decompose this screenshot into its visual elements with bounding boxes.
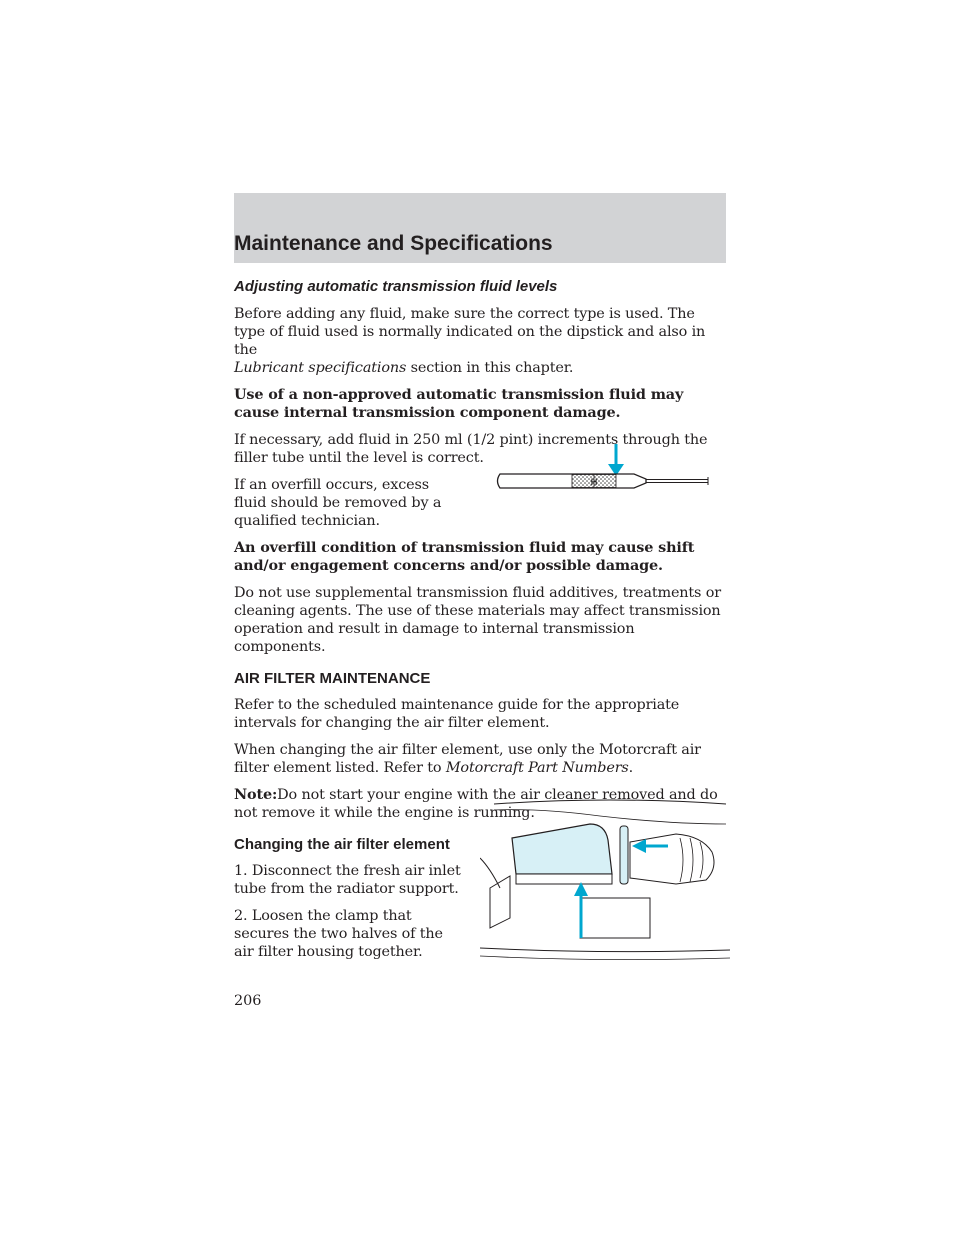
support-bracket xyxy=(580,898,650,938)
lubricant-specs-reference: Lubricant specifications xyxy=(234,360,407,376)
hood-line xyxy=(494,800,726,804)
housing-clamp xyxy=(620,826,628,884)
air-filter-illustration xyxy=(480,798,730,963)
text-run: Before adding any fluid, make sure the correct type is used. The type of fluid used is normally indicated on the dipstick and also in the xyxy=(234,306,706,358)
note-label: Note: xyxy=(234,786,278,803)
air-filter-housing xyxy=(512,824,612,874)
housing-base xyxy=(516,874,612,884)
intervals-paragraph: Refer to the scheduled maintenance guide for the appropriate intervals for changing the air filter element. xyxy=(234,697,680,731)
overfill-warning: An overfill condition of transmission fluid may cause shift and/or engagement concerns and/or possible damage. xyxy=(234,539,695,574)
radiator-line xyxy=(480,948,730,952)
fluid-type-paragraph xyxy=(234,305,726,377)
page-title: Maintenance and Specifications xyxy=(234,232,553,255)
hood-line xyxy=(494,810,726,824)
text-run: . xyxy=(628,760,634,776)
page-number: 206 xyxy=(234,993,262,1009)
air-filter-heading: AIR FILTER MAINTENANCE xyxy=(234,670,431,687)
text-run: When changing the air filter element, use only the Motorcraft air filter element listed. Refer to xyxy=(234,742,701,776)
step-1: 1. Disconnect the fresh air inlet tube from the radiator support. xyxy=(234,863,461,897)
dipstick-mark-label: H xyxy=(590,477,598,487)
step-2: 2. Loosen the clamp that secures the two halves of the air filter housing together. xyxy=(234,908,443,960)
note-text: Do not start your engine with the air cleaner removed and do not remove it while the engine is running. xyxy=(234,787,718,821)
add-fluid-paragraph: If necessary, add fluid in 250 ml (1/2 pint) increments through the filler tube until the level is correct. xyxy=(234,432,708,466)
part-numbers-reference: Motorcraft Part Numbers xyxy=(445,760,629,776)
overfill-paragraph: If an overfill occurs, excess fluid should be removed by a qualified technician. xyxy=(234,477,442,529)
text-run: section in this chapter. xyxy=(410,360,574,376)
motorcraft-paragraph xyxy=(234,741,726,777)
non-approved-fluid-warning: Use of a non-approved automatic transmission fluid may cause internal transmission component damage. xyxy=(234,386,684,421)
additives-paragraph: Do not use supplemental transmission fluid additives, treatments or cleaning agents. The use of these materials may affect transmission operation and result in damage to internal transmission components. xyxy=(234,585,721,655)
radiator-line xyxy=(480,956,730,960)
changing-heading: Changing the air filter element xyxy=(234,836,450,853)
dipstick-illustration xyxy=(494,440,716,496)
adjusting-heading: Adjusting automatic transmission fluid levels xyxy=(234,278,558,295)
engine-block xyxy=(490,876,510,928)
